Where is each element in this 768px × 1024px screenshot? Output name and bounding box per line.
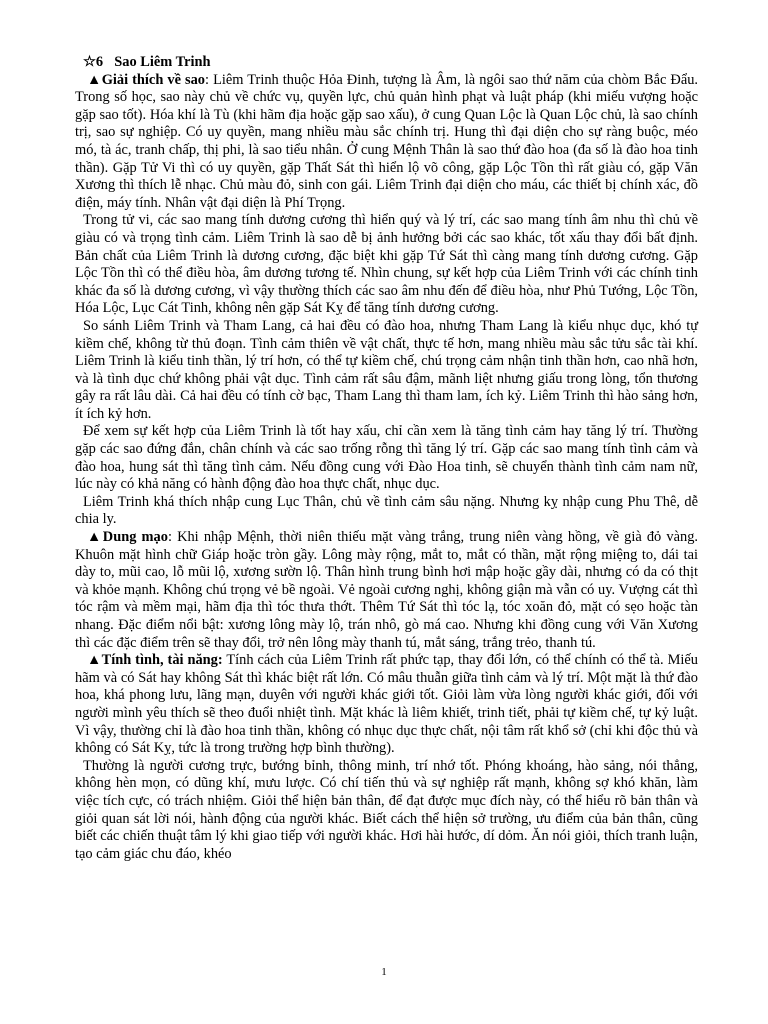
section-body: Khi nhập Mệnh, thời niên thiếu mặt vàng trắng, trung niên vàng hồng, về già đỏ vàng. Khuôn mặt hình chữ Giáp hoặc tròn gầy. Lông mày rộng, mắt to, mắt có thần, mặt rộng miệng to, dái tai dày to, mũi cao, lỗ mũi lộ, xương sườn lộ. Thân hình trung bình hơi mập hoặc gầy dài, nhưng có da có thịt và khỏe mạnh. Không chú trọng vẻ bề ngoài. Vẻ ngoài cương nghị, không giận mà vẫn có uy. Vượng cát thì tóc rậm và mềm mại, hãm địa thì tóc thưa thớt. Thêm Tứ Sát thì tóc lạ, tóc xoăn đỏ, mặt có sẹo hoặc tàn nhang. Đặc điểm nổi bật: xương lông mày lộ, trán nhô, gò má cao. Nhưng khi đồng cung với Văn Xương thì các đặc điểm trên sẽ thay đổi, trở nên lông mày thanh tú, mắt sáng, trắng trẻo, thanh tú. (75, 529, 698, 651)
paragraph: Để xem sự kết hợp của Liêm Trinh là tốt hay xấu, chỉ cần xem là tăng tình cảm hay tăng lý trí. Thường gặp các sao đứng đắn, chân chính và các sao trống rỗng thì tăng lý trí. Gặp các sao mang tính tình cảm và đào hoa, hung sát thì tăng tình cảm. Nếu đồng cung với Đào Hoa tinh, sẽ chuyển thành tình cảm nam nữ, lúc này có khả năng có hành động đào hoa thực chất, nhục dục. (75, 423, 698, 493)
section-label: ▲Dung mạo (87, 529, 168, 546)
section-appearance: ▲Dung mạo: Khi nhập Mệnh, thời niên thiếu mặt vàng trắng, trung niên vàng hồng, về già đỏ vàng. Khuôn mặt hình chữ Giáp hoặc tròn gầy. Lông mày rộng, mắt to, mắt có thần, mặt rộng miệng to, dái tai dày to, mũi cao, lỗ mũi lộ, xương sườn lộ. Thân hình trung bình hơi mập hoặc gầy dài, nhưng có da có thịt và khỏe mạnh. Không chú trọng vẻ bề ngoài. Vẻ ngoài cương nghị, không giận mà vẫn có uy. Vượng cát thì tóc rậm và mềm mại, hãm địa thì tóc thưa thớt. Thêm Tứ Sát thì tóc lạ, tóc xoăn đỏ, mặt có sẹo hoặc tàn nhang. Đặc điểm nổi bật: xương lông mày lộ, trán nhô, gò má cao. Nhưng khi đồng cung với Văn Xương thì các đặc điểm trên sẽ thay đổi, trở nên lông mày thanh tú, mắt sáng, trắng trẻo, thanh tú. (75, 529, 698, 651)
section-explanation: ▲Giải thích về sao: Liêm Trinh thuộc Hỏa Đinh, tượng là Âm, là ngôi sao thứ năm của chòm Bắc Đẩu. Trong số học, sao này chủ về chức vụ, quyền lực, chủ quản hình phạt và luật pháp (khi miếu vượng hoặc gặp sao tốt). Hóa khí là Tù (khi hãm địa hoặc gặp sao xấu), ở cung Quan Lộc là Quan Lộc chủ, là sao chính trị, sao sự nghiệp. Có uy quyền, mang nhiều màu sắc chính trị. Hung thì đại diện cho sự ràng buộc, méo mó, tà ác, tranh chấp, thị phi, là sao tiểu nhân. Ở cung Mệnh Thân là sao thứ đào hoa (đa số là đào hoa tinh thần). Gặp Tử Vi thì có uy quyền, gặp Thất Sát thì hiển lộ võ công, gặp Lộc Tồn thì rất giàu có, gặp Văn Xương thì thích lễ nhạc. Chủ màu đỏ, sinh con gái. Liêm Trinh đại diện cho máu, các thiết bị chính xác, đồ điện, máy tính. Nhân vật đại diện là Phí Trọng. (75, 71, 699, 211)
section-body: Liêm Trinh thuộc Hỏa Đinh, tượng là Âm, là ngôi sao thứ năm của chòm Bắc Đẩu. Trong số học, sao này chủ về chức vụ, quyền lực, chủ quản hình phạt và luật pháp (khi miếu vượng hoặc gặp sao tốt). Hóa khí là Tù (khi hãm địa hoặc gặp sao xấu), ở cung Quan Lộc là Quan Lộc chủ, là sao chính trị, sao sự nghiệp. Có uy quyền, mang nhiều màu sắc chính trị. Hung thì đại diện cho sự ràng buộc, méo mó, tà ác, tranh chấp, thị phi, là sao tiểu nhân. Ở cung Mệnh Thân là sao thứ đào hoa (đa số là đào hoa tinh thần). Gặp Tử Vi thì có uy quyền, gặp Thất Sát thì hiển lộ võ công, gặp Lộc Tồn thì rất giàu có, gặp Văn Xương thì thích lễ nhạc. Chủ màu đỏ, sinh con gái. Liêm Trinh đại diện cho máu, các thiết bị chính xác, đồ điện, máy tính. Nhân vật đại diện là Phí Trọng. (75, 71, 699, 211)
page-number: 1 (381, 966, 387, 978)
section-label: ▲Tính tình, tài năng: (87, 652, 223, 669)
paragraph: So sánh Liêm Trinh và Tham Lang, cả hai đều có đào hoa, nhưng Tham Lang là kiểu nhục dục, khó tự kiềm chế, không từ thủ đoạn. Tình cảm thiên về vật chất, thực tế hơn, mang nhiều màu sắc tửu sắc tài khí. Liêm Trinh là kiểu tinh thần, lý trí hơn, có thể tự kiềm chế, chú trọng cảm nhận tinh thần hơn, cao nhã hơn, và là tình dục chứ không phải vật dục. Tình cảm rất sâu đậm, mãnh liệt nhưng giấu trong lòng, tổn thương gây ra rất lâu dài. Cả hai đều có tính cờ bạc, Tham Lang thì tham lam, ích kỷ. Liêm Trinh thì hào sảng hơn, ít ích kỷ hơn. (75, 317, 698, 422)
page-title: ☆6⃣Sao Liêm Trinh (83, 54, 211, 70)
section-personality (75, 652, 698, 758)
section-body: Tính cách của Liêm Trinh rất phức tạp, thay đổi lớn, có thể chính có thể tà. Miếu hãm và có Sát hay không Sát thì khác biệt rất lớn. Có mâu thuẫn giữa tình cảm và lý trí. Một mặt là thứ đào hoa, khá phong lưu, lãng mạn, duyên với người khác giới tốt. Giỏi làm vừa lòng người khác giới, đối với người mình yêu thích sẽ theo đuổi nhiệt tình. Mặt khác là liêm khiết, trinh tiết, phải tự kiềm chế, tự kỷ luật. Vì vậy, thường chỉ là đào hoa tinh thần, không có nhục dục thực chất, nội tâm rất khổ sở (chỉ khi độc thủ và không có Sát Kỵ, tức là trong trường hợp bình thường). (75, 652, 698, 757)
section-label: ▲Giải thích về sao (87, 71, 206, 88)
paragraph: Liêm Trinh khá thích nhập cung Lục Thân, chủ về tình cảm sâu nặng. Nhưng kỵ nhập cung Phu Thê, dễ chia ly. (75, 493, 698, 528)
paragraph: Trong tử vi, các sao mang tính dương cương thì hiển quý và lý trí, các sao mang tính âm nhu thì chủ về giàu có và trọng tình cảm. Liêm Trinh là sao dễ bị ảnh hưởng bởi các sao khác, tốt xấu thay đổi bất định. Bản chất của Liêm Trinh là dương cương, đặc biệt khi gặp Tứ Sát thì càng mang tính dương cương. Gặp Lộc Tồn thì có thể điều hòa, âm dương tương tế. Nhìn chung, sự kết hợp của Liêm Trinh với các chính tinh khác đa số là dương cương, vì vậy thường thích các sao âm nhu đến để điều hòa, như Phủ Tướng, Lộc Tồn, Hóa Lộc, Lục Cát Tinh, không nên gặp Sát Kỵ để tăng tính dương cương. (75, 212, 698, 317)
page-content (75, 54, 698, 863)
paragraph: Thường là người cương trực, bướng bỉnh, thông minh, trí nhớ tốt. Phóng khoáng, hào sảng, nói thẳng, không hèn mọn, có dũng khí, mưu lược. Có chí tiến thủ và sự nghiệp rất mạnh, không sợ khó khăn, làm việc tích cực, có trách nhiệm. Giỏi thể hiện bản thân, để đạt được mục đích này, có thể hiểu rõ bản thân và giỏi quan sát lời nói, hành động của người khác. Biết cách thể hiện sở trường, ưu điểm của bản thân, cũng biết các chiến thuật tâm lý khi giao tiếp với người khác. Hơi hài hước, dí dỏm. Ăn nói giỏi, thích tranh luận, tạo cảm giác chu đáo, khéo (75, 757, 698, 862)
